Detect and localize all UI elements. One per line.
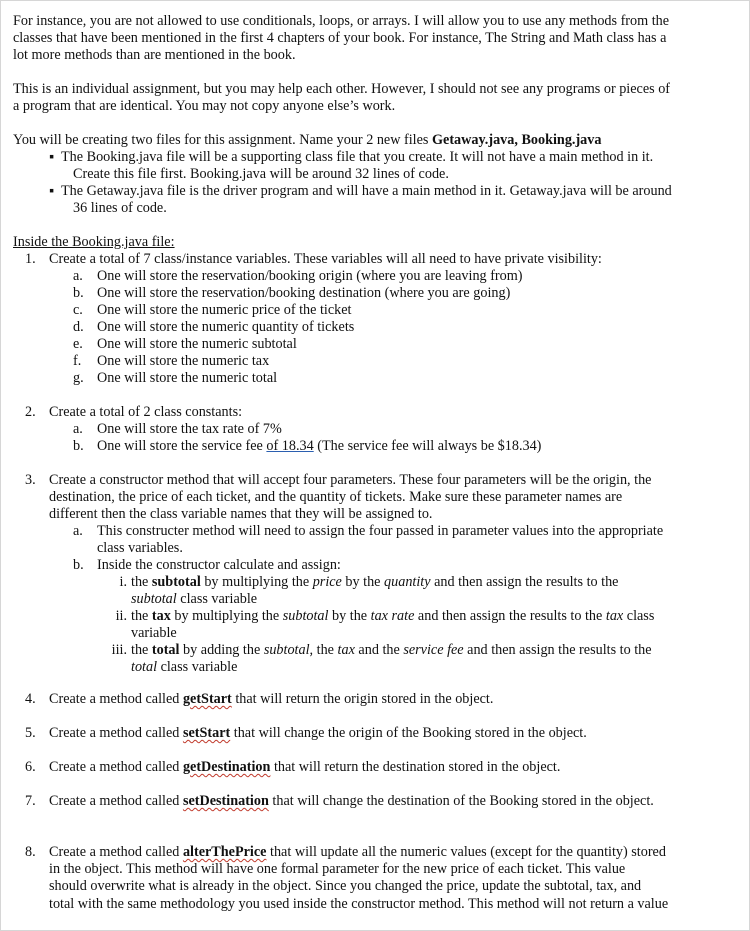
method-name: setStart: [182, 725, 231, 741]
file-bullet-booking: [49, 149, 653, 183]
bullet-line: The Getaway.java file is the driver program and will have a main method in it. Getaway.java will be around: [61, 183, 672, 199]
sub-label: f.: [73, 353, 82, 369]
item-text: total with the same methodology you used inside the constructor method. This method will not return a value: [49, 895, 669, 912]
term: subtotal,: [263, 642, 314, 658]
item-number: 4.: [25, 691, 36, 707]
sub-label: a.: [73, 523, 83, 539]
item-number: 6.: [25, 759, 36, 775]
sub-text: One will store the numeric total: [97, 370, 278, 386]
sub-item: [73, 523, 713, 557]
sub-text: This constructer method will need to assign the four passed in parameter values into the appropriate: [97, 523, 664, 539]
term: tax rate: [370, 608, 415, 624]
roman-label: i.: [119, 574, 127, 590]
term: total: [131, 659, 158, 676]
sub-label: a.: [73, 421, 83, 437]
sub-label: b.: [73, 557, 84, 573]
roman-item: i. the subtotal by multiplying the price by the quantity and then assign the results to the subtotal class variable: [119, 574, 619, 608]
term: subtotal: [282, 608, 329, 624]
section-heading-text: Inside the Booking.java file:: [13, 234, 175, 250]
sub-text: Inside the constructor calculate and assign:: [97, 557, 341, 573]
sub-text: One will store the numeric subtotal: [97, 336, 297, 352]
sub-label: e.: [73, 336, 83, 352]
sub-text: One will store the numeric price of the ticket: [97, 302, 352, 318]
item-number: 3.: [25, 472, 36, 488]
term: tax: [337, 642, 355, 658]
item-number: 1.: [25, 251, 36, 267]
list-item-5: 5. Create a method called setStart that will change the origin of the Booking stored in the object.: [25, 725, 587, 741]
item-number: 5.: [25, 725, 36, 741]
service-fee-value: of 18.34: [266, 438, 314, 454]
term: subtotal: [151, 574, 201, 590]
sub-text: One will store the tax rate of 7%: [97, 421, 282, 437]
method-name: getStart: [182, 691, 232, 707]
method-name: alterThePrice: [182, 844, 267, 860]
files-intro: [13, 132, 713, 149]
list-item-1: [25, 251, 725, 268]
file-names: Getaway.java, Booking.java: [432, 132, 602, 148]
intro-paragraph: [13, 13, 713, 65]
intro-line: classes that have been mentioned in the first 4 chapters of your book. For instance, The String and Math class has a: [13, 30, 667, 47]
term: quantity: [384, 574, 431, 590]
sub-item: [73, 319, 713, 336]
item-text: destination, the price of each ticket, and the quantity of tickets. Make sure these parameter names are: [49, 489, 623, 506]
individual-line: a program that are identical. You may not copy anyone else’s work.: [13, 98, 396, 115]
term: tax: [605, 608, 624, 624]
sub-item: [73, 268, 713, 285]
item-text: different then the class variable names that they will be assigned to.: [49, 506, 433, 523]
sub-item: [73, 285, 713, 302]
individual-line: This is an individual assignment, but you may help each other. However, I should not see any programs or pieces of: [13, 81, 671, 97]
item-text: Create a total of 7 class/instance variables. These variables will all need to have private visibility:: [49, 251, 602, 267]
sub-text: One will store the service fee: [97, 438, 267, 454]
term: subtotal: [131, 591, 177, 608]
roman-label: ii.: [115, 608, 127, 624]
sub-item: [73, 557, 713, 574]
sub-text: class variables.: [97, 540, 183, 557]
item-number: 8.: [25, 844, 36, 860]
term: service fee: [403, 642, 464, 658]
list-item-3: [25, 472, 725, 524]
item-text: in the object. This method will have one formal parameter for the new price of each ticket. This value: [49, 861, 626, 878]
sub-item: [73, 302, 713, 319]
files-intro-text: You will be creating two files for this assignment. Name your 2 new files: [13, 132, 432, 148]
sub-label: b.: [73, 285, 84, 301]
sub-text: One will store the numeric quantity of tickets: [97, 319, 355, 335]
individual-paragraph: [13, 81, 713, 115]
section-heading: [13, 234, 713, 251]
roman-label: iii.: [111, 642, 127, 658]
sub-item: [73, 353, 713, 370]
sub-item: [73, 438, 713, 455]
sub-text: One will store the reservation/booking destination (where you are going): [97, 285, 511, 301]
bullet-line: Create this file first. Booking.java will be around 32 lines of code.: [73, 166, 449, 183]
sub-label: g.: [73, 370, 84, 386]
list-item-4: 4. Create a method called getStart that will return the origin stored in the object.: [25, 691, 494, 707]
roman-item: iii. the total by adding the subtotal, the tax and the service fee and then assign the results to the total class variable: [111, 642, 652, 676]
sub-item: [73, 336, 713, 353]
intro-line: For instance, you are not allowed to use conditionals, loops, or arrays. I will allow you to use any methods from the: [13, 13, 670, 29]
method-name: getDestination: [182, 759, 271, 775]
item-text: Create a constructor method that will accept four parameters. These four parameters will be the origin, the: [49, 472, 652, 488]
list-item-8: 8. Create a method called alterThePrice that will update all the numeric values (except for the quantity) stored in the object. This method will have one formal parameter for the new price of each ticket. This value should overwrite what is already in the object. Since you changed the price, update the subtotal, tax, and total with the same methodology you used inside the constructor method. This method will not return a value: [25, 844, 725, 913]
intro-line: lot more methods than are mentioned in the book.: [13, 47, 296, 64]
bullet-line: The Booking.java file will be a supporting class file that you create. It will not have a main method in it.: [61, 149, 654, 165]
item-text: Create a total of 2 class constants:: [49, 404, 243, 420]
sub-label: c.: [73, 302, 83, 318]
sub-label: d.: [73, 319, 84, 335]
sub-item: [73, 421, 713, 438]
bullet-icon: ▪: [49, 183, 55, 199]
item-number: 2.: [25, 404, 36, 420]
bullet-line: 36 lines of code.: [73, 200, 167, 217]
file-bullet-getaway: [49, 183, 672, 217]
sub-text: One will store the numeric tax: [97, 353, 270, 369]
sub-label: a.: [73, 268, 83, 284]
item-number: 7.: [25, 793, 36, 809]
item-text: should overwrite what is already in the object. Since you changed the price, update the subtotal, tax, and: [49, 878, 642, 895]
roman-item: ii. the tax by multiplying the subtotal by the tax rate and then assign the results to the tax class variable: [115, 608, 655, 642]
sub-text: (The service fee will always be $18.34): [313, 438, 542, 454]
sub-label: b.: [73, 438, 84, 454]
list-item-6: 6. Create a method called getDestination that will return the destination stored in the object.: [25, 759, 561, 775]
list-item-2: [25, 404, 725, 421]
term: total: [151, 642, 180, 658]
term: price: [312, 574, 342, 590]
sub-item: [73, 370, 713, 387]
list-item-7: 7. Create a method called setDestination that will change the destination of the Booking stored in the object.: [25, 793, 654, 809]
sub-text: One will store the reservation/booking origin (where you are leaving from): [97, 268, 523, 284]
bullet-icon: ▪: [49, 149, 55, 165]
method-name: setDestination: [182, 793, 269, 809]
term: tax: [151, 608, 171, 624]
